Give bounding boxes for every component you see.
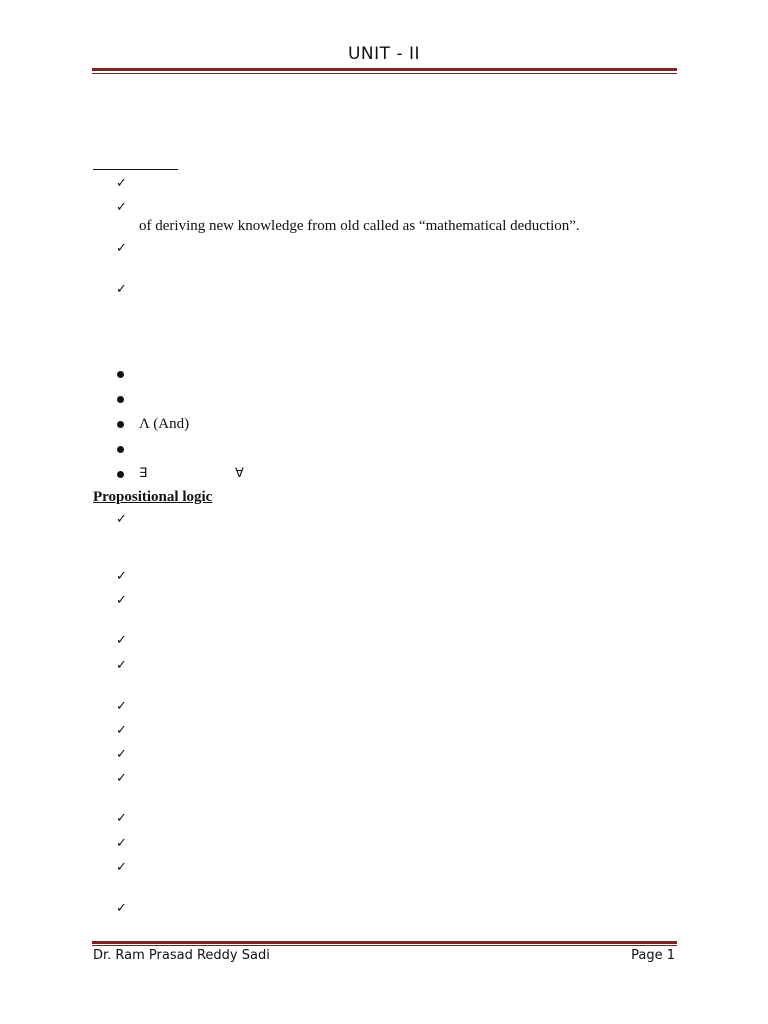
check-icon: ✓ — [116, 633, 127, 648]
page-header-title: UNIT - II — [347, 44, 421, 64]
check-icon: ✓ — [116, 593, 127, 608]
check-icon: ✓ — [116, 512, 127, 527]
section-heading-propositional-logic: Propositional logic — [93, 489, 213, 505]
footer-rule-thin — [92, 945, 677, 946]
header-rule — [92, 68, 677, 71]
operator-and-label: Λ (And) — [139, 416, 190, 432]
check-icon: ✓ — [116, 569, 127, 584]
header-rule-thin — [92, 73, 677, 74]
bullet-icon — [117, 371, 124, 378]
check-icon: ✓ — [116, 836, 127, 851]
check-icon: ✓ — [116, 176, 127, 191]
exists-symbol: ∃ — [139, 466, 148, 481]
check-icon: ✓ — [116, 811, 127, 826]
bullet-icon — [117, 396, 124, 403]
check-icon: ✓ — [116, 860, 127, 875]
check-icon: ✓ — [116, 699, 127, 714]
check-icon: ✓ — [116, 771, 127, 786]
check-icon: ✓ — [116, 200, 127, 215]
bullet-icon — [117, 421, 124, 428]
check-icon: ✓ — [116, 282, 127, 297]
forall-symbol: ∀ — [235, 466, 244, 481]
check-icon: ✓ — [116, 658, 127, 673]
intro-continuation-text: of deriving new knowledge from old called as “mathematical deduction”. — [139, 218, 580, 234]
check-icon: ✓ — [116, 901, 127, 916]
footer-page-number: Page 1 — [631, 948, 675, 963]
section-underline — [93, 169, 178, 170]
check-icon: ✓ — [116, 241, 127, 256]
check-icon: ✓ — [116, 723, 127, 738]
bullet-icon — [117, 471, 124, 478]
footer-rule — [92, 941, 677, 944]
bullet-icon — [117, 446, 124, 453]
footer-author: Dr. Ram Prasad Reddy Sadi — [93, 948, 270, 963]
check-icon: ✓ — [116, 747, 127, 762]
